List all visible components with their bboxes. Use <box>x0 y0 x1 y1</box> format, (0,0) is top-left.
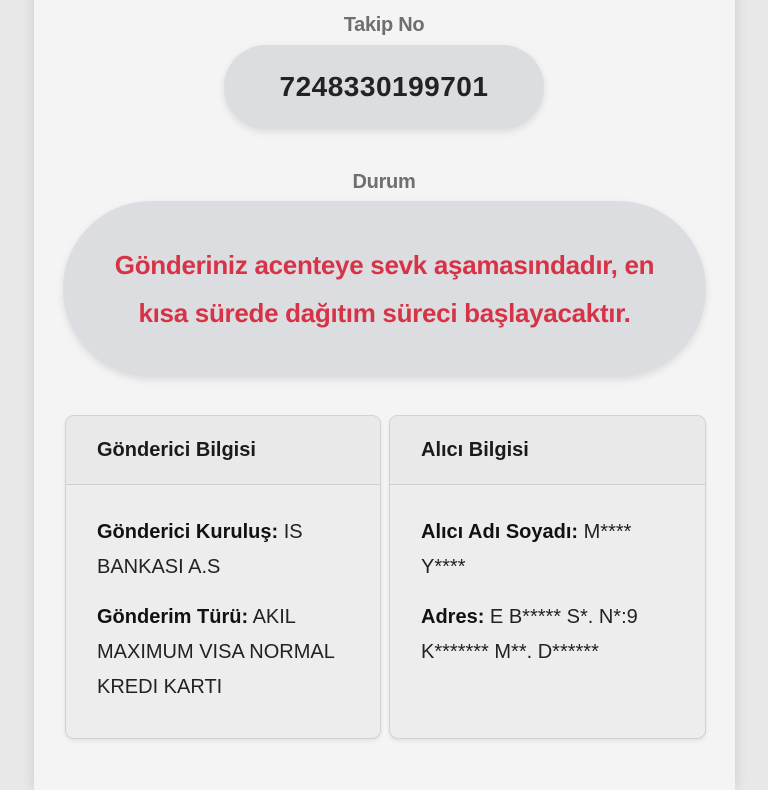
tracking-number-badge <box>224 45 544 129</box>
shipment-type-value: AKIL MAXIMUM VISA NORMAL KREDI KARTI <box>97 606 335 698</box>
status-label: Durum <box>352 171 416 193</box>
receiver-address-key: Adres: <box>421 606 485 628</box>
shipment-type-field <box>97 600 356 705</box>
shipment-type-key: Gönderim Türü: <box>97 606 249 628</box>
sender-card-title: Gönderici Bilgisi <box>66 416 380 485</box>
sender-institution-key: Gönderici Kuruluş: <box>97 521 279 543</box>
sender-institution-field <box>97 515 356 585</box>
status-badge <box>63 201 706 377</box>
receiver-address-field <box>421 600 681 670</box>
tracking-number-value: 7248330199701 <box>279 71 489 102</box>
sender-info-card <box>65 415 381 739</box>
tracking-number-label: Takip No <box>343 14 425 36</box>
status-message: Gönderiniz acenteye sevk aşamasındadır, en kısa sürede dağıtım süreci başlayacaktır. <box>114 250 655 328</box>
receiver-card-title: Alıcı Bilgisi <box>390 416 705 485</box>
receiver-address-value: E B***** S*. N*:9 K******* M**. D****** <box>421 606 638 663</box>
receiver-name-value: M**** Y**** <box>421 521 632 578</box>
receiver-name-field <box>421 515 681 585</box>
receiver-info-card <box>389 415 706 739</box>
sender-institution-value: IS BANKASI A.S <box>97 521 303 578</box>
receiver-name-key: Alıcı Adı Soyadı: <box>421 521 579 543</box>
